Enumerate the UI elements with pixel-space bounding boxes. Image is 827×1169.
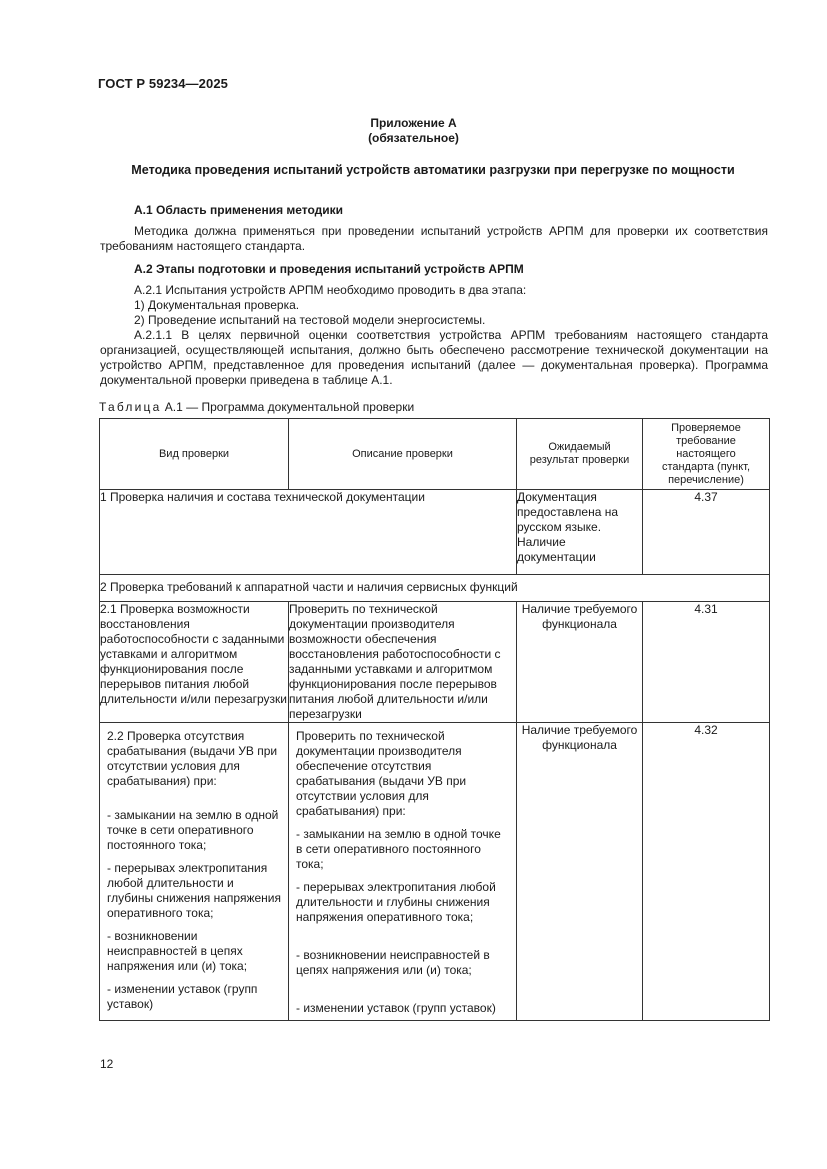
row22-check-item: - перерывах электропитания любой длительности и глубины снижения напряжения оперативного тока; bbox=[107, 861, 281, 920]
page-number: 12 bbox=[100, 1057, 114, 1071]
section-a2 bbox=[100, 262, 768, 388]
row22-description-cell bbox=[289, 723, 517, 1021]
row22-result: Наличие требуемого функционала bbox=[517, 723, 643, 1021]
row22-desc-item: - перерывах электропитания любой длительности и глубины снижения напряжения оперативного тока; bbox=[296, 880, 496, 924]
row21-requirement: 4.31 bbox=[643, 602, 770, 723]
row21-check: 2.1 Проверка возможности восстановления работоспособности с заданными уставками и алгоритмом функционирования после перерывов питания любой длительности и/или перезагрузки bbox=[100, 602, 289, 723]
header-requirement: Проверяемое требование настоящего стандарта (пункт, перечисление) bbox=[643, 419, 770, 490]
documentary-check-table bbox=[99, 418, 770, 1021]
table-row bbox=[100, 490, 770, 575]
header-expected-result: Ожидаемый результат проверки bbox=[517, 419, 643, 490]
methodology-title: Методика проведения испытаний устройств автоматики разгрузки при перегрузке по мощности bbox=[131, 163, 735, 177]
row22-check-item: - изменении уставок (групп уставок) bbox=[107, 982, 258, 1011]
row22-check-intro: 2.2 Проверка отсутствия срабатывания (выдачи УВ при отсутствии условия для срабатывания) при: bbox=[107, 729, 278, 788]
section-a2-p1: А.2.1 Испытания устройств АРПМ необходимо проводить в два этапа: bbox=[134, 283, 527, 297]
section-a2-p3: 2) Проведение испытаний на тестовой модели энергосистемы. bbox=[134, 313, 486, 327]
section-a2-p4: А.2.1.1 В целях первичной оценки соответствия устройства АРПМ требованиям настоящего стандарта организацией, осуществляющей испытания, должно быть обеспечено рассмотрение технической документации на устройство АРПМ, представленное для проведения испытаний (далее — документальная проверка). Программа документальной проверки приведена в таблице А.1. bbox=[100, 328, 768, 387]
row22-check-cell bbox=[100, 723, 289, 1021]
row21-description: Проверить по технической документации производителя возможности обеспечения восстановления работоспособности с заданными уставками и алгоритмом функционирования после перерывов питания любой длительности и/или перезагрузки bbox=[289, 602, 517, 723]
section-a2-heading: А.2 Этапы подготовки и проведения испытаний устройств АРПМ bbox=[134, 262, 524, 276]
row21-result: Наличие требуемого функционала bbox=[517, 602, 643, 723]
table-section-row bbox=[100, 575, 770, 602]
row22-desc-intro: Проверить по технической документации производителя обеспечение отсутствия срабатывания (выдачи УВ при отсутствии условия для срабатывания) при: bbox=[296, 729, 467, 818]
table-row bbox=[100, 602, 770, 723]
header-check-description: Описание проверки bbox=[289, 419, 517, 490]
table-caption-text: А.1 — Программа документальной проверки bbox=[164, 400, 415, 414]
row2-section: 2 Проверка требований к аппаратной части и наличия сервисных функций bbox=[100, 575, 770, 602]
standard-code: ГОСТ Р 59234—2025 bbox=[98, 76, 228, 91]
section-a1 bbox=[100, 203, 768, 254]
section-a1-text: Методика должна применяться при проведении испытаний устройств АРПМ для проверки их соответствия требованиям настоящего стандарта. bbox=[100, 224, 768, 253]
row22-desc-item: - изменении уставок (групп уставок) bbox=[296, 1001, 496, 1015]
table-header-row bbox=[100, 419, 770, 490]
header-check-type: Вид проверки bbox=[100, 419, 289, 490]
annex-title: Приложение А bbox=[370, 116, 457, 130]
row22-check-item: - замыкании на землю в одной точке в сети оперативного постоянного тока; bbox=[107, 808, 279, 852]
annex-heading bbox=[0, 116, 827, 146]
row1-result: Документация предоставлена на русском языке. Наличие документации bbox=[517, 490, 643, 575]
row22-requirement: 4.32 bbox=[643, 723, 770, 1021]
row22-check-item: - возникновении неисправностей в цепях напряжения или (и) тока; bbox=[107, 929, 248, 973]
annex-status: (обязательное) bbox=[368, 131, 459, 145]
row22-desc-item: - возникновении неисправностей в цепях напряжения или (и) тока; bbox=[296, 948, 490, 977]
table-caption bbox=[99, 400, 414, 414]
section-a2-p2: 1) Документальная проверка. bbox=[134, 298, 300, 312]
section-a1-heading: А.1 Область применения методики bbox=[134, 203, 344, 217]
table-row bbox=[100, 723, 770, 1021]
row22-desc-item: - замыкании на землю в одной точке в сети оперативного постоянного тока; bbox=[296, 827, 501, 871]
row1-requirement: 4.37 bbox=[643, 490, 770, 575]
table-caption-word: Таблица bbox=[99, 400, 162, 414]
row1-check: 1 Проверка наличия и состава технической документации bbox=[100, 490, 517, 575]
